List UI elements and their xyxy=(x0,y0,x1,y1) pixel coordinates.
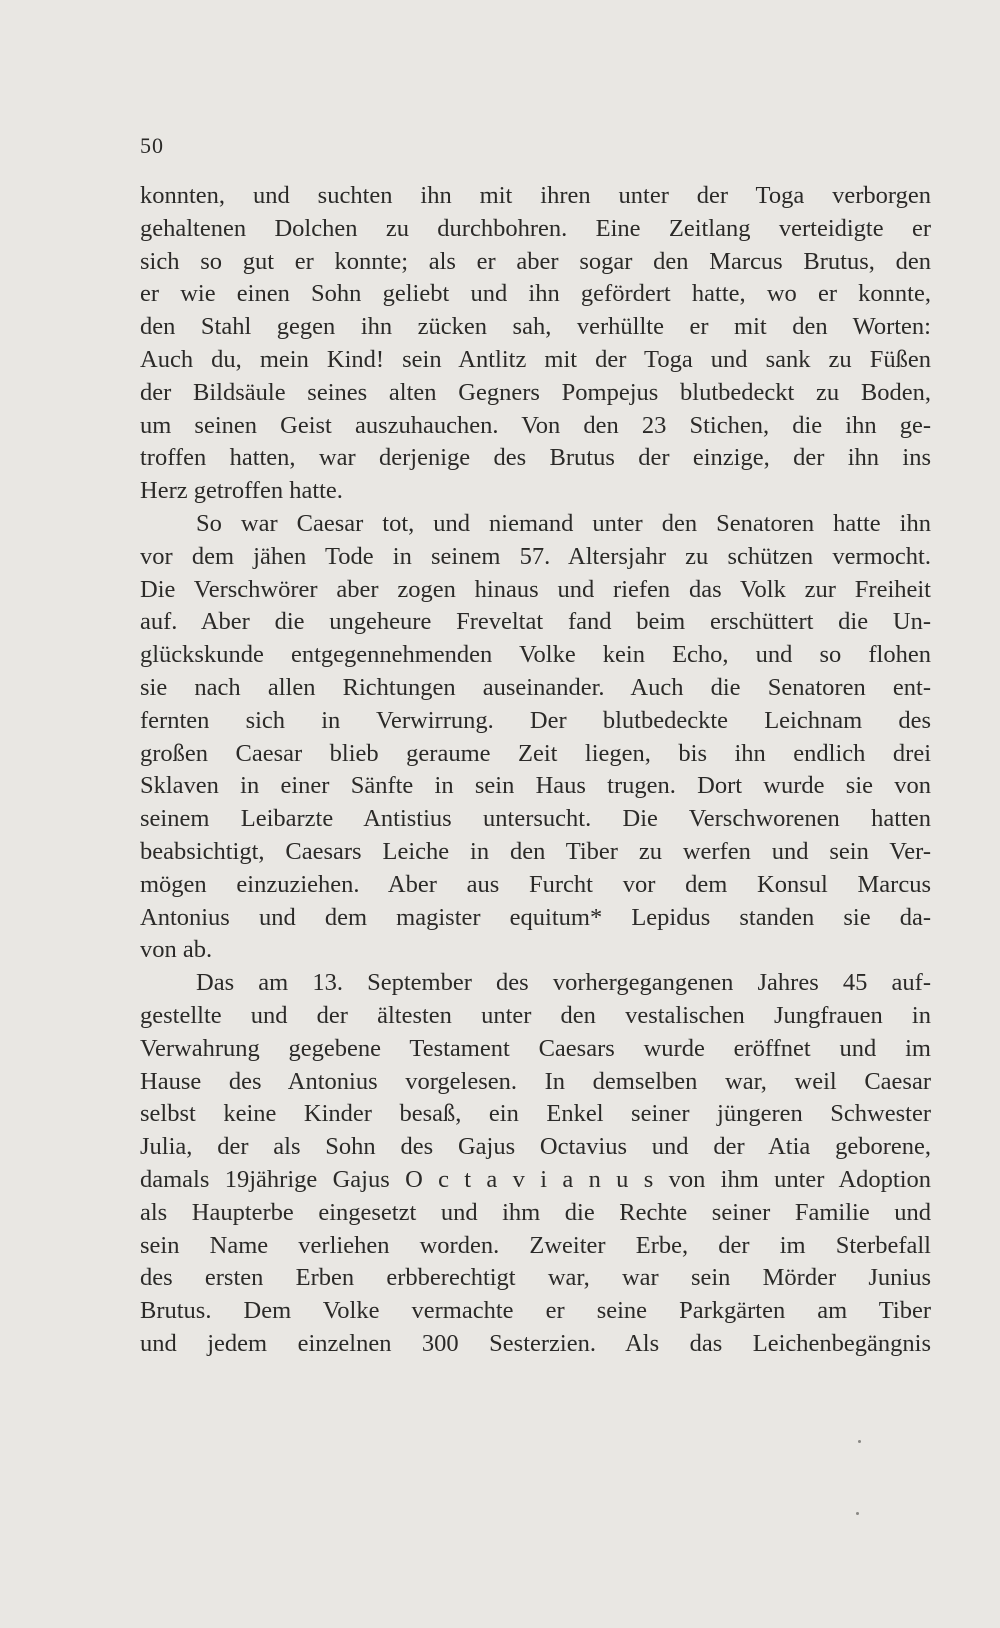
page-number: 50 xyxy=(140,133,164,158)
text-line: den Stahl gegen ihn zücken sah, verhüllte er mit den Worten: xyxy=(140,313,931,341)
text-line: Hause des Antonius vorgelesen. In demselben war, weil Caesar xyxy=(140,1067,931,1095)
text-line: des ersten Erben erbberechtigt war, war sein Mörder Junius xyxy=(140,1264,931,1292)
text-line: vor dem jähen Tode in seinem 57. Altersjahr zu schützen vermocht. xyxy=(140,542,931,570)
text-line: großen Caesar blieb geraume Zeit liegen, bis ihn endlich drei xyxy=(140,739,931,767)
text-line: Herz getroffen hatte. xyxy=(140,477,343,505)
text-line: seinem Leibarzte Antistius untersucht. Die Verschworenen hatten xyxy=(140,805,931,833)
text-line: selbst keine Kinder besaß, ein Enkel seiner jüngeren Schwester xyxy=(140,1100,931,1128)
text-line: troffen hatten, war derjenige des Brutus der einzige, der ihn ins xyxy=(140,444,931,472)
text-line: gestellte und der ältesten unter den vestalischen Jungfrauen in xyxy=(140,1001,931,1029)
text-line: Sklaven in einer Sänfte in sein Haus trugen. Dort wurde sie von xyxy=(140,772,931,800)
text-line: fernten sich in Verwirrung. Der blutbedeckte Leichnam des xyxy=(140,706,931,734)
paper-speck xyxy=(856,1512,859,1515)
text-line: gehaltenen Dolchen zu durchbohren. Eine Zeitlang verteidigte er xyxy=(140,214,931,242)
text-line: sie nach allen Richtungen auseinander. Auch die Senatoren ent- xyxy=(140,673,931,701)
text-line: und jedem einzelnen 300 Sesterzien. Als das Leichenbegängnis xyxy=(140,1329,931,1357)
text-line: Julia, der als Sohn des Gajus Octavius und der Atia geborene, xyxy=(140,1133,931,1161)
text-line: von ab. xyxy=(140,936,213,964)
text-line: damals 19jährige Gajus O c t a v i a n u s von ihm unter Adoption xyxy=(140,1165,931,1193)
text-line: um seinen Geist auszuhauchen. Von den 23 Stichen, die ihn ge- xyxy=(140,411,931,439)
text-line: beabsichtigt, Caesars Leiche in den Tiber zu werfen und sein Ver- xyxy=(140,837,931,865)
text-line: als Haupterbe eingesetzt und ihm die Rechte seiner Familie und xyxy=(140,1198,931,1226)
text-line: auf. Aber die ungeheure Freveltat fand beim erschüttert die Un- xyxy=(140,608,931,636)
text-line: konnten, und suchten ihn mit ihren unter der Toga verborgen xyxy=(140,182,931,209)
text-line: Das am 13. September des vorhergegangenen Jahres 45 auf- xyxy=(196,969,931,997)
text-line: sich so gut er konnte; als er aber sogar den Marcus Brutus, den xyxy=(140,247,931,275)
text-line: er wie einen Sohn geliebt und ihn gefördert hatte, wo er konnte, xyxy=(140,280,931,308)
text-line: Die Verschwörer aber zogen hinaus und riefen das Volk zur Freiheit xyxy=(140,575,931,603)
text-line: der Bildsäule seines alten Gegners Pompejus blutbedeckt zu Boden, xyxy=(140,378,931,406)
text-line: Verwahrung gegebene Testament Caesars wurde eröffnet und im xyxy=(140,1034,931,1062)
paper-speck xyxy=(858,1440,861,1443)
text-line: Antonius und dem magister equitum* Lepidus standen sie da- xyxy=(140,903,931,931)
text-line: sein Name verliehen worden. Zweiter Erbe, der im Sterbefall xyxy=(140,1231,931,1259)
text-line: Auch du, mein Kind! sein Antlitz mit der Toga und sank zu Füßen xyxy=(140,345,931,373)
text-line: mögen einzuziehen. Aber aus Furcht vor dem Konsul Marcus xyxy=(140,870,931,898)
body-text xyxy=(140,180,931,1361)
text-line: So war Caesar tot, und niemand unter den Senatoren hatte ihn xyxy=(196,509,931,537)
text-line: glückskunde entgegennehmenden Volke kein Echo, und so flohen xyxy=(140,641,931,669)
text-line: Brutus. Dem Volke vermachte er seine Parkgärten am Tiber xyxy=(140,1297,931,1325)
